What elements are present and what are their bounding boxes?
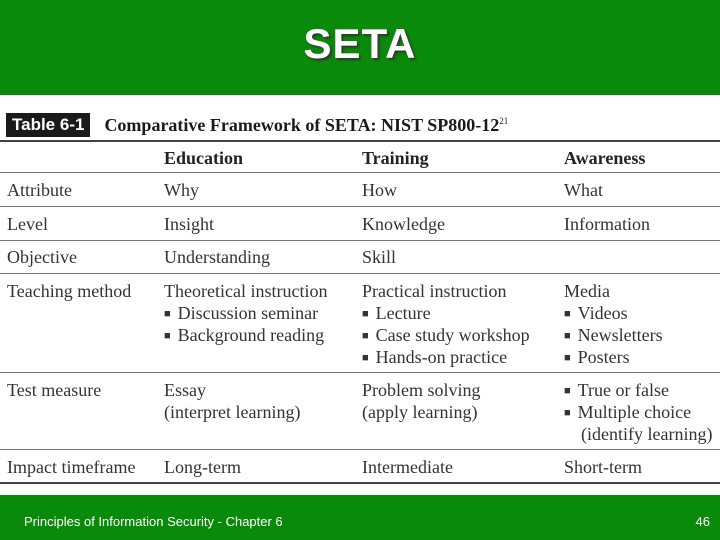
cell-test-awareness-item: ■ Multiple choice bbox=[564, 401, 691, 426]
cell-test-awareness-item: ■ True or false bbox=[564, 379, 669, 404]
cell-attribute-training: How bbox=[362, 180, 397, 200]
row-divider bbox=[0, 206, 720, 207]
cell-test-education-note: (interpret learning) bbox=[164, 402, 301, 422]
column-header-training: Training bbox=[362, 148, 429, 168]
slide-footer bbox=[0, 495, 720, 540]
cell-test-training-note: (apply learning) bbox=[362, 402, 478, 422]
cell-objective-education: Understanding bbox=[164, 247, 270, 267]
row-teaching-method-label: Teaching method bbox=[7, 281, 132, 301]
row-divider bbox=[0, 273, 720, 274]
cell-impact-training: Intermediate bbox=[362, 457, 453, 477]
row-level-label: Level bbox=[7, 214, 48, 234]
footer-text: Principles of Information Security - Chapter 6 bbox=[24, 514, 283, 529]
slide-header bbox=[0, 0, 720, 95]
cell-level-awareness: Information bbox=[564, 214, 650, 234]
row-impact-timeframe-label: Impact timeframe bbox=[7, 457, 136, 477]
cell-teaching-education-item: ■ Discussion seminar bbox=[164, 302, 318, 327]
table-bottom-rule bbox=[0, 482, 720, 484]
row-divider bbox=[0, 372, 720, 373]
cell-objective-training: Skill bbox=[362, 247, 397, 267]
cell-teaching-awareness-item: ■ Newsletters bbox=[564, 324, 663, 349]
row-test-measure-label: Test measure bbox=[7, 380, 102, 400]
slide-title: SETA bbox=[303, 20, 417, 67]
row-attribute-label: Attribute bbox=[7, 180, 72, 200]
table-label: Table 6-1 bbox=[6, 113, 90, 137]
cell-attribute-awareness: What bbox=[564, 180, 603, 200]
cell-impact-awareness: Short-term bbox=[564, 457, 642, 477]
row-objective-label: Objective bbox=[7, 247, 77, 267]
table-caption-text bbox=[104, 115, 508, 136]
row-divider bbox=[0, 449, 720, 450]
table-caption-title: Comparative Framework of SETA: NIST SP800-12 bbox=[104, 114, 500, 135]
cell-impact-education: Long-term bbox=[164, 457, 241, 477]
table-caption bbox=[6, 113, 508, 137]
column-header-education: Education bbox=[164, 148, 244, 168]
cell-teaching-awareness: Media bbox=[564, 281, 610, 301]
cell-teaching-training: Practical instruction bbox=[362, 281, 507, 301]
page-number: 46 bbox=[695, 514, 710, 529]
cell-teaching-training-item: ■ Lecture bbox=[362, 302, 431, 327]
row-divider bbox=[0, 240, 720, 241]
cell-level-education: Insight bbox=[164, 214, 215, 234]
table-caption-ref: 21 bbox=[499, 115, 509, 126]
cell-test-education: Essay bbox=[164, 380, 206, 400]
row-divider bbox=[0, 172, 720, 173]
cell-teaching-education: Theoretical instruction bbox=[164, 281, 328, 301]
cell-teaching-training-item: ■ Case study workshop bbox=[362, 324, 530, 349]
cell-test-awareness-note: (identify learning) bbox=[581, 424, 713, 444]
cell-teaching-training-item: ■ Hands-on practice bbox=[362, 346, 507, 371]
cell-teaching-education-item: ■ Background reading bbox=[164, 324, 324, 349]
cell-teaching-awareness-item: ■ Posters bbox=[564, 346, 630, 371]
cell-level-training: Knowledge bbox=[362, 214, 445, 234]
column-header-awareness: Awareness bbox=[564, 148, 646, 168]
cell-attribute-education: Why bbox=[164, 180, 199, 200]
cell-test-training: Problem solving bbox=[362, 380, 481, 400]
cell-teaching-awareness-item: ■ Videos bbox=[564, 302, 628, 327]
table-top-rule bbox=[0, 140, 720, 142]
